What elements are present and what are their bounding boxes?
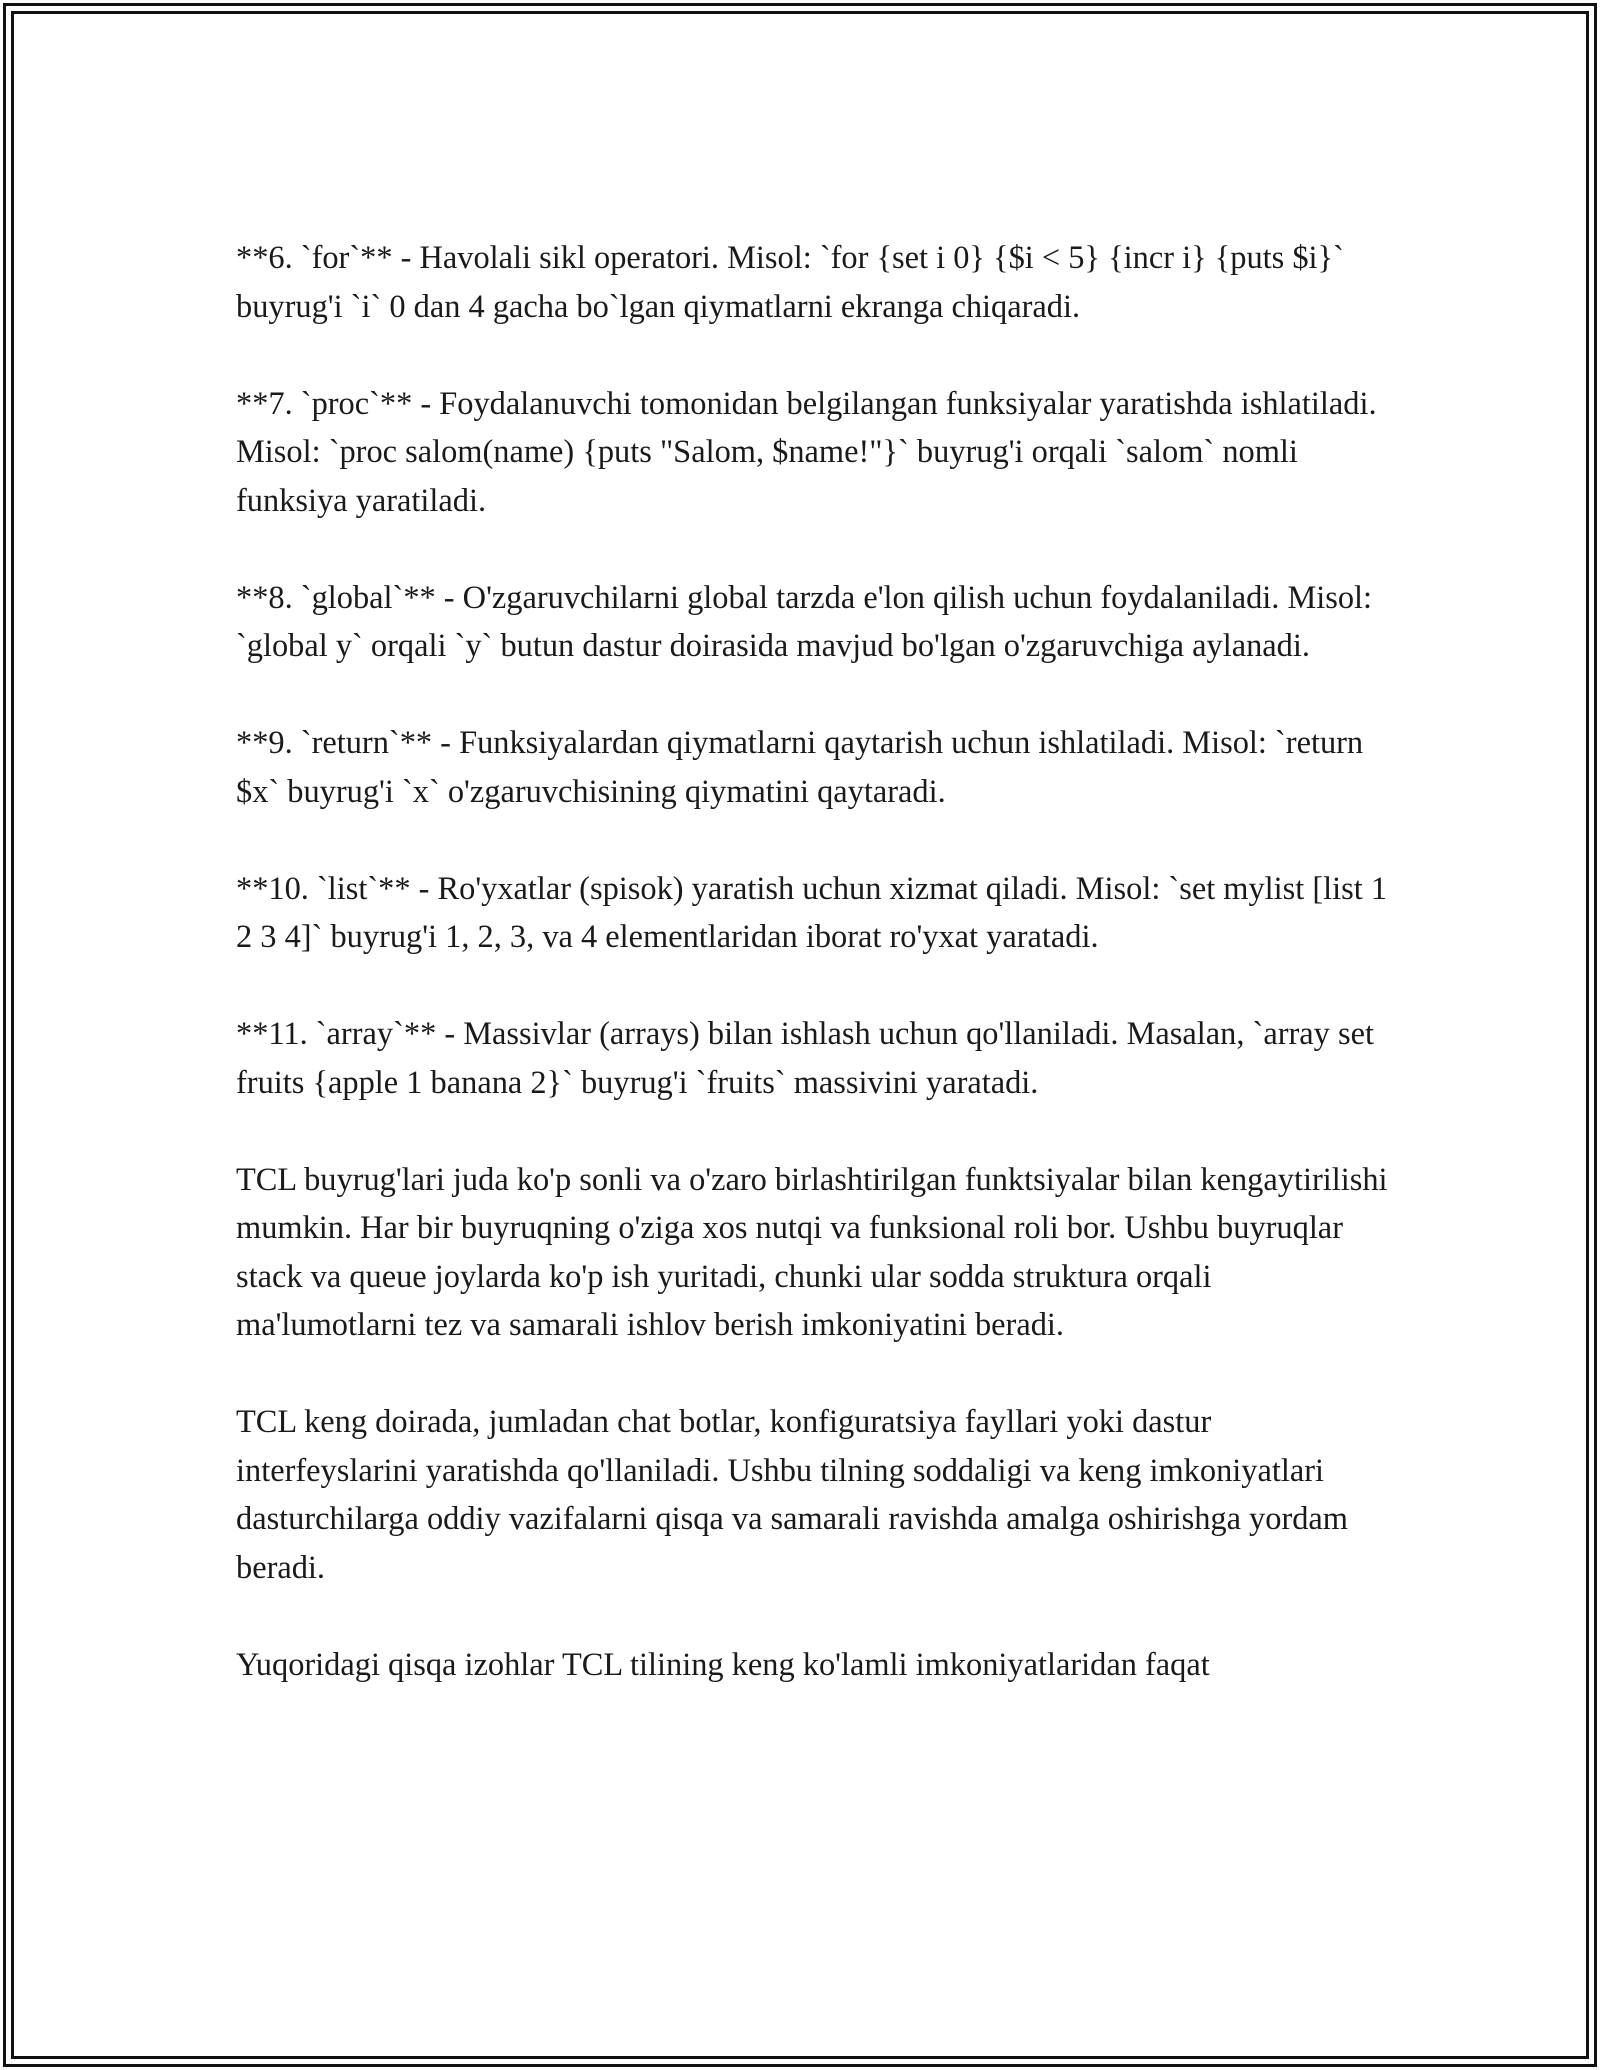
paragraph-global-command: **8. `global`** - O'zgaruvchilarni global tarzda e'lon qilish uchun foydalaniladi. Misol: `global y` orqali `y` butun dastur doirasida mavjud bo'lgan o'zgaruvchiga aylanadi.	[236, 579, 1373, 664]
paragraph-for-command: **6. `for`** - Havolali sikl operatori. Misol: `for {set i 0} {$i < 5} {incr i} {puts $i}` buyrug'i `i` 0 dan 4 gacha bo`lgan qiymatlarni ekranga chiqaradi.	[236, 240, 1344, 325]
paragraph-tcl-usage: TCL keng doirada, jumladan chat botlar, konfiguratsiya fayllari yoki dastur interfeyslarini yaratishda qo'llaniladi. Ushbu tilning soddaligi va keng imkoniyatlari dasturchilarga oddiy vazifalarni qisqa va samarali ravishda amalga oshirishga yordam beradi.	[236, 1404, 1349, 1586]
paragraph-conclusion: Yuqoridagi qisqa izohlar TCL tilining keng ko'lamli imkoniyatlaridan faqat	[236, 1646, 1210, 1683]
paragraph-return-command: **9. `return`** - Funksiyalardan qiymatlarni qaytarish uchun ishlatiladi. Misol: `return $x` buyrug'i `x` o'zgaruvchisining qiymatini qaytaradi.	[236, 725, 1364, 810]
paragraph-proc-command: **7. `proc`** - Foydalanuvchi tomonidan belgilangan funksiyalar yaratishda ishlatiladi. Misol: `proc salom(name) {puts "Salom, $name!"}` buyrug'i orqali `salom` nomli funksiya yaratiladi.	[236, 385, 1377, 519]
document-body	[236, 234, 1396, 1689]
paragraph-array-command: **11. `array`** - Massivlar (arrays) bilan ishlash uchun qo'llaniladi. Masalan, `array set fruits {apple 1 banana 2}` buyrug'i `fruits` massivini yaratadi.	[236, 1016, 1374, 1101]
paragraph-list-command: **10. `list`** - Ro'yxatlar (spisok) yaratish uchun xizmat qiladi. Misol: `set mylist [list 1 2 3 4]` buyrug'i 1, 2, 3, va 4 elementlaridan iborat ro'yxat yaratadi.	[236, 870, 1388, 955]
paragraph-tcl-extensibility: TCL buyrug'lari juda ko'p sonli va o'zaro birlashtirilgan funktsiyalar bilan kengaytirilishi mumkin. Har bir buyruqning o'ziga xos nutqi va funksional roli bor. Ushbu buyruqlar stack va queue joylarda ko'p ish yuritadi, chunki ular sodda struktura orqali ma'lumotlarni tez va samarali ishlov berish imkoniyatini beradi.	[236, 1161, 1388, 1343]
